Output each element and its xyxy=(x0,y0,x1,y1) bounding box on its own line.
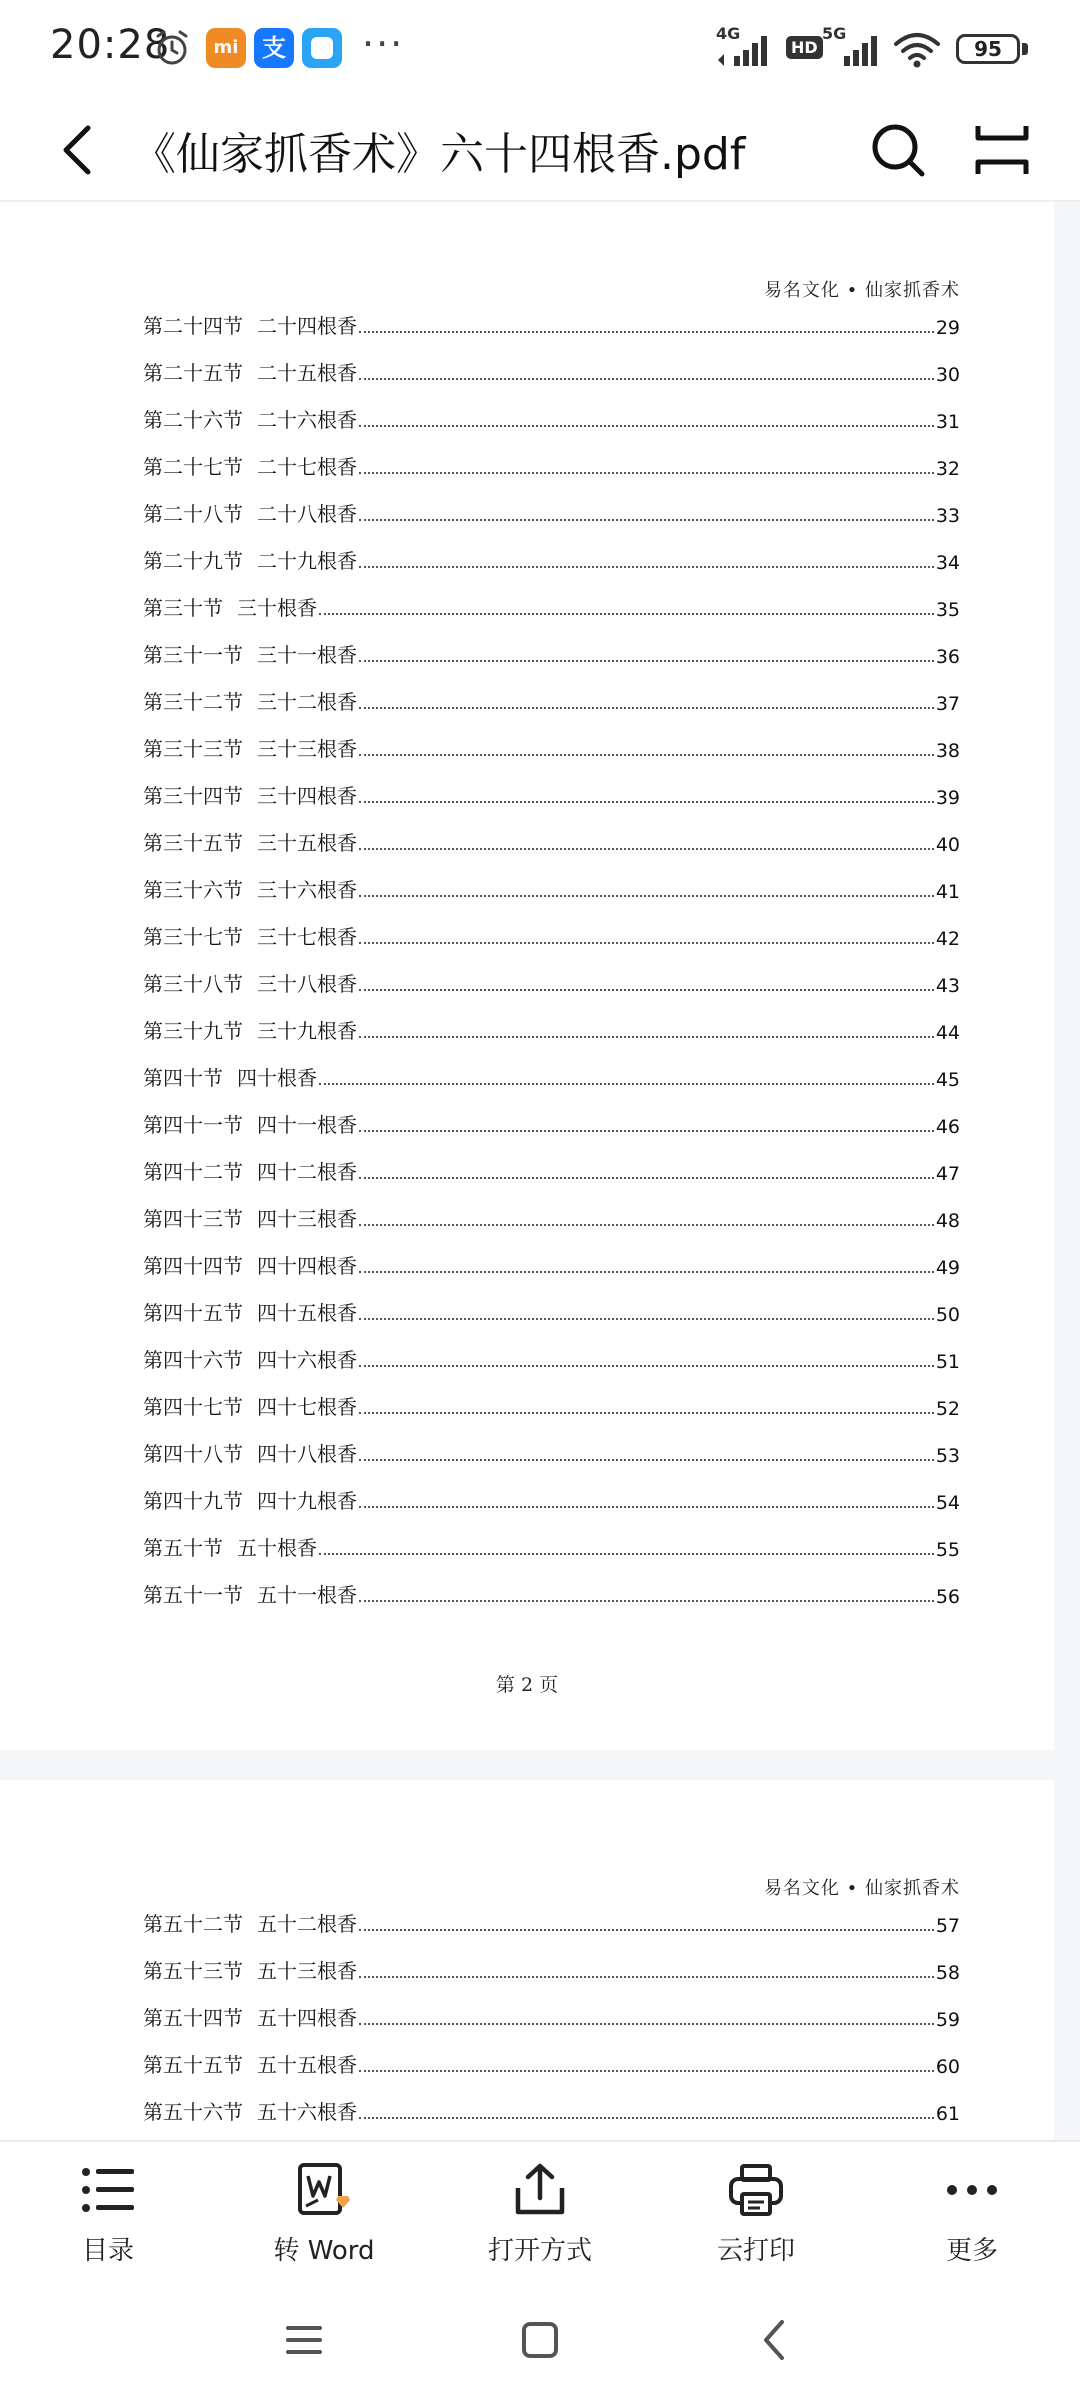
toc-entry[interactable] xyxy=(143,621,960,668)
toc-entry[interactable] xyxy=(143,574,960,621)
toc-section-number: 第二十八节 xyxy=(143,502,243,526)
cloud-print-button[interactable] xyxy=(666,2162,846,2272)
toc-section-title: 四十八根香 xyxy=(257,1442,357,1466)
toc-leader-dots xyxy=(319,613,934,615)
toc-leader-dots xyxy=(359,801,934,803)
blue-app-icon xyxy=(302,28,342,68)
signal-5g-icon xyxy=(836,30,884,70)
toc-section-number: 第三十三节 xyxy=(143,737,243,761)
battery-indicator: 95 xyxy=(956,34,1020,64)
toc-leader-dots xyxy=(359,1459,934,1461)
toc-page-number: 46 xyxy=(935,1116,960,1138)
toc-leader-dots xyxy=(359,331,934,333)
cloud-print-label: 云打印 xyxy=(716,2236,795,2266)
toc-entry[interactable] xyxy=(143,480,960,527)
toc-entry[interactable] xyxy=(143,1232,960,1279)
toc-leader-dots xyxy=(359,895,934,897)
toc-page-number: 34 xyxy=(935,552,960,574)
toc-section-title: 四十六根香 xyxy=(257,1348,357,1372)
toc-entry[interactable] xyxy=(143,386,960,433)
toc-leader-dots xyxy=(359,1600,934,1602)
alarm-icon xyxy=(152,28,192,68)
toc-page-number: 58 xyxy=(935,1962,960,1984)
toc-page-number: 59 xyxy=(935,2009,960,2031)
more-button[interactable] xyxy=(882,2162,1062,2272)
toc-section-number: 第四十节 xyxy=(143,1066,223,1090)
toc-entry[interactable] xyxy=(143,809,960,856)
toc-entry[interactable] xyxy=(143,1279,960,1326)
toc-entry[interactable] xyxy=(143,1138,960,1185)
toc-section-title: 四十三根香 xyxy=(257,1207,357,1231)
toc-page-number: 37 xyxy=(935,693,960,715)
toc-section-title: 五十五根香 xyxy=(257,2053,357,2077)
toc-entry[interactable] xyxy=(143,1091,960,1138)
toc-label: 目录 xyxy=(81,2236,134,2266)
list-icon xyxy=(78,2162,138,2218)
toc-page-number: 50 xyxy=(935,1304,960,1326)
toc-section-title: 三十八根香 xyxy=(257,972,357,996)
toc-leader-dots xyxy=(359,2023,934,2025)
toc-section-title: 五十一根香 xyxy=(257,1583,357,1607)
toc-section-title: 三十七根香 xyxy=(257,925,357,949)
more-dots-icon xyxy=(942,2162,1002,2218)
toc-section-title: 四十九根香 xyxy=(257,1489,357,1513)
toc-section-title: 五十三根香 xyxy=(257,1959,357,1983)
toc-leader-dots xyxy=(319,1083,934,1085)
toc-entry[interactable] xyxy=(143,1890,960,1937)
toc-leader-dots xyxy=(359,1271,934,1273)
toc-section-number: 第二十九节 xyxy=(143,549,243,573)
convert-word-button[interactable] xyxy=(234,2162,414,2272)
toc-page-number: 42 xyxy=(935,928,960,950)
toc-leader-dots xyxy=(359,848,934,850)
toc-leader-dots xyxy=(359,989,934,991)
overflow-dots: ··· xyxy=(362,22,405,66)
toc-page-number: 56 xyxy=(935,1586,960,1608)
toc-page-number: 49 xyxy=(935,1257,960,1279)
toc-leader-dots xyxy=(359,754,934,756)
document-title: 《仙家抓香术》六十四根香.pdf xyxy=(132,129,746,180)
toc-entry[interactable] xyxy=(143,856,960,903)
toc-page-number: 29 xyxy=(935,317,960,339)
toc-section-title: 四十四根香 xyxy=(257,1254,357,1278)
toc-section-number: 第四十八节 xyxy=(143,1442,243,1466)
toc-section-title: 五十六根香 xyxy=(257,2100,357,2124)
more-label: 更多 xyxy=(945,2236,998,2266)
printer-icon xyxy=(726,2162,786,2218)
toc-entry[interactable] xyxy=(143,1420,960,1467)
toc-section-number: 第五十节 xyxy=(143,1536,223,1560)
toc-section-number: 第四十七节 xyxy=(143,1395,243,1419)
toc-leader-dots xyxy=(359,378,934,380)
toc-page-number: 57 xyxy=(935,1915,960,1937)
toc-section-title: 五十根香 xyxy=(237,1536,317,1560)
toc-entry[interactable] xyxy=(143,1185,960,1232)
toc-page-number: 36 xyxy=(935,646,960,668)
toc-button[interactable] xyxy=(18,2162,198,2272)
system-nav-bar xyxy=(0,2280,1080,2400)
toc-section-title: 四十五根香 xyxy=(257,1301,357,1325)
status-time: 20:28 xyxy=(50,22,171,68)
toc-section-number: 第四十二节 xyxy=(143,1160,243,1184)
pdf-page xyxy=(0,202,1054,1750)
toc-leader-dots xyxy=(359,1929,934,1931)
toc-entry[interactable] xyxy=(143,339,960,386)
page-number-footer: 第 2 页 xyxy=(495,1674,559,1696)
toc-entry[interactable] xyxy=(143,1467,960,1514)
toc-leader-dots xyxy=(319,1553,934,1555)
toc-entry[interactable] xyxy=(143,715,960,762)
toc-section-number: 第二十四节 xyxy=(143,314,243,338)
toc-entry[interactable] xyxy=(143,903,960,950)
toc-entry[interactable] xyxy=(143,1561,960,1608)
toc-section-number: 第三十四节 xyxy=(143,784,243,808)
network-5g-label: 5G xyxy=(822,24,847,43)
toc-entry[interactable] xyxy=(143,950,960,997)
toc-section-number: 第二十七节 xyxy=(143,455,243,479)
toc-page-number: 39 xyxy=(935,787,960,809)
toc-leader-dots xyxy=(359,942,934,944)
toc-entry[interactable] xyxy=(143,668,960,715)
toc-leader-dots xyxy=(359,1412,934,1414)
bottom-toolbar xyxy=(0,2140,1080,2282)
toc-section-title: 二十八根香 xyxy=(257,502,357,526)
toc-section-title: 三十五根香 xyxy=(257,831,357,855)
toc-page-number: 47 xyxy=(935,1163,960,1185)
app-header xyxy=(0,100,1080,202)
toc-section-title: 二十九根香 xyxy=(257,549,357,573)
toc-section-title: 二十七根香 xyxy=(257,455,357,479)
toc-entry[interactable] xyxy=(143,1514,960,1561)
toc-page-number: 45 xyxy=(935,1069,960,1091)
toc-section-title: 四十七根香 xyxy=(257,1395,357,1419)
toc-section-title: 四十二根香 xyxy=(257,1160,357,1184)
network-4g-label: 4G xyxy=(716,24,741,43)
reading-mode-icon[interactable] xyxy=(972,118,1032,182)
wifi-icon xyxy=(892,30,942,70)
toc-page-number: 41 xyxy=(935,881,960,903)
pdf-page xyxy=(0,1780,1054,2140)
toc-page-number: 61 xyxy=(935,2103,960,2125)
page-running-header: 易名文化 • 仙家抓香术 xyxy=(763,280,960,301)
home-nav-icon[interactable] xyxy=(510,2310,570,2370)
toc-section-number: 第二十五节 xyxy=(143,361,243,385)
toc-section-title: 四十一根香 xyxy=(257,1113,357,1137)
toc-section-number: 第二十六节 xyxy=(143,408,243,432)
toc-entry[interactable] xyxy=(143,1044,960,1091)
toc-list xyxy=(143,1890,960,2125)
toc-page-number: 54 xyxy=(935,1492,960,1514)
toc-page-number: 53 xyxy=(935,1445,960,1467)
toc-entry[interactable] xyxy=(143,1984,960,2031)
toc-leader-dots xyxy=(359,1036,934,1038)
toc-page-number: 33 xyxy=(935,505,960,527)
page-running-header: 易名文化 • 仙家抓香术 xyxy=(763,1878,960,1899)
toc-entry[interactable] xyxy=(143,433,960,480)
toc-section-number: 第四十一节 xyxy=(143,1113,243,1137)
open-with-button[interactable] xyxy=(450,2162,630,2272)
toc-page-number: 30 xyxy=(935,364,960,386)
toc-entry[interactable] xyxy=(143,1373,960,1420)
toc-section-number: 第三十九节 xyxy=(143,1019,243,1043)
toc-leader-dots xyxy=(359,472,934,474)
mi-app-icon: mi xyxy=(206,28,246,68)
toc-section-title: 三十四根香 xyxy=(257,784,357,808)
toc-section-title: 三十根香 xyxy=(237,596,317,620)
toc-section-title: 五十二根香 xyxy=(257,1912,357,1936)
toc-section-number: 第四十四节 xyxy=(143,1254,243,1278)
toc-leader-dots xyxy=(359,2117,934,2119)
toc-section-number: 第三十一节 xyxy=(143,643,243,667)
toc-section-title: 三十九根香 xyxy=(257,1019,357,1043)
toc-leader-dots xyxy=(359,707,934,709)
toc-leader-dots xyxy=(359,519,934,521)
convert-word-label: 转 Word xyxy=(273,2236,375,2266)
toc-entry[interactable] xyxy=(143,527,960,574)
hd-badge: HD xyxy=(786,36,823,59)
toc-entry[interactable] xyxy=(143,1326,960,1373)
battery-tip xyxy=(1022,43,1028,55)
toc-leader-dots xyxy=(359,1365,934,1367)
toc-section-number: 第四十九节 xyxy=(143,1489,243,1513)
toc-section-title: 三十六根香 xyxy=(257,878,357,902)
word-doc-icon xyxy=(294,2162,354,2218)
open-with-label: 打开方式 xyxy=(487,2236,592,2266)
toc-section-title: 二十六根香 xyxy=(257,408,357,432)
toc-page-number: 52 xyxy=(935,1398,960,1420)
toc-page-number: 55 xyxy=(935,1539,960,1561)
toc-entry[interactable] xyxy=(143,997,960,1044)
toc-entry[interactable] xyxy=(143,2031,960,2078)
toc-page-number: 60 xyxy=(935,2056,960,2078)
toc-page-number: 48 xyxy=(935,1210,960,1232)
pdf-viewer[interactable] xyxy=(0,202,1080,2140)
toc-section-number: 第五十一节 xyxy=(143,1583,243,1607)
toc-section-number: 第三十七节 xyxy=(143,925,243,949)
toc-leader-dots xyxy=(359,1318,934,1320)
toc-section-title: 五十四根香 xyxy=(257,2006,357,2030)
toc-page-number: 32 xyxy=(935,458,960,480)
toc-section-title: 二十四根香 xyxy=(257,314,357,338)
toc-section-title: 四十根香 xyxy=(237,1066,317,1090)
toc-leader-dots xyxy=(359,1177,934,1179)
toc-page-number: 44 xyxy=(935,1022,960,1044)
toc-section-title: 三十二根香 xyxy=(257,690,357,714)
toc-page-number: 31 xyxy=(935,411,960,433)
toc-page-number: 35 xyxy=(935,599,960,621)
toc-section-number: 第五十五节 xyxy=(143,2053,243,2077)
toc-section-number: 第三十八节 xyxy=(143,972,243,996)
toc-section-number: 第三十五节 xyxy=(143,831,243,855)
toc-entry[interactable] xyxy=(143,2078,960,2125)
toc-leader-dots xyxy=(359,660,934,662)
toc-section-number: 第五十三节 xyxy=(143,1959,243,1983)
toc-section-title: 二十五根香 xyxy=(257,361,357,385)
toc-leader-dots xyxy=(359,1130,934,1132)
toc-section-title: 三十三根香 xyxy=(257,737,357,761)
toc-section-title: 三十一根香 xyxy=(257,643,357,667)
toc-section-number: 第四十六节 xyxy=(143,1348,243,1372)
toc-section-number: 第三十节 xyxy=(143,596,223,620)
toc-list xyxy=(143,292,960,1608)
toc-page-number: 38 xyxy=(935,740,960,762)
menu-nav-icon[interactable] xyxy=(274,2310,334,2370)
toc-leader-dots xyxy=(359,566,934,568)
share-icon xyxy=(510,2162,570,2218)
back-arrow-icon[interactable] xyxy=(50,120,110,180)
toc-page-number: 40 xyxy=(935,834,960,856)
toc-leader-dots xyxy=(359,425,934,427)
toc-page-number: 43 xyxy=(935,975,960,997)
toc-leader-dots xyxy=(359,2070,934,2072)
back-nav-icon[interactable] xyxy=(746,2310,806,2370)
toc-page-number: 51 xyxy=(935,1351,960,1373)
search-icon[interactable] xyxy=(866,118,930,182)
toc-section-number: 第五十四节 xyxy=(143,2006,243,2030)
toc-entry[interactable] xyxy=(143,292,960,339)
toc-leader-dots xyxy=(359,1976,934,1978)
status-bar xyxy=(0,0,1080,100)
toc-section-number: 第四十三节 xyxy=(143,1207,243,1231)
toc-section-number: 第四十五节 xyxy=(143,1301,243,1325)
toc-leader-dots xyxy=(359,1224,934,1226)
toc-section-number: 第三十二节 xyxy=(143,690,243,714)
toc-section-number: 第五十六节 xyxy=(143,2100,243,2124)
toc-entry[interactable] xyxy=(143,1937,960,1984)
toc-leader-dots xyxy=(359,1506,934,1508)
toc-section-number: 第三十六节 xyxy=(143,878,243,902)
alipay-icon: 支 xyxy=(254,28,294,68)
toc-entry[interactable] xyxy=(143,762,960,809)
toc-section-number: 第五十二节 xyxy=(143,1912,243,1936)
